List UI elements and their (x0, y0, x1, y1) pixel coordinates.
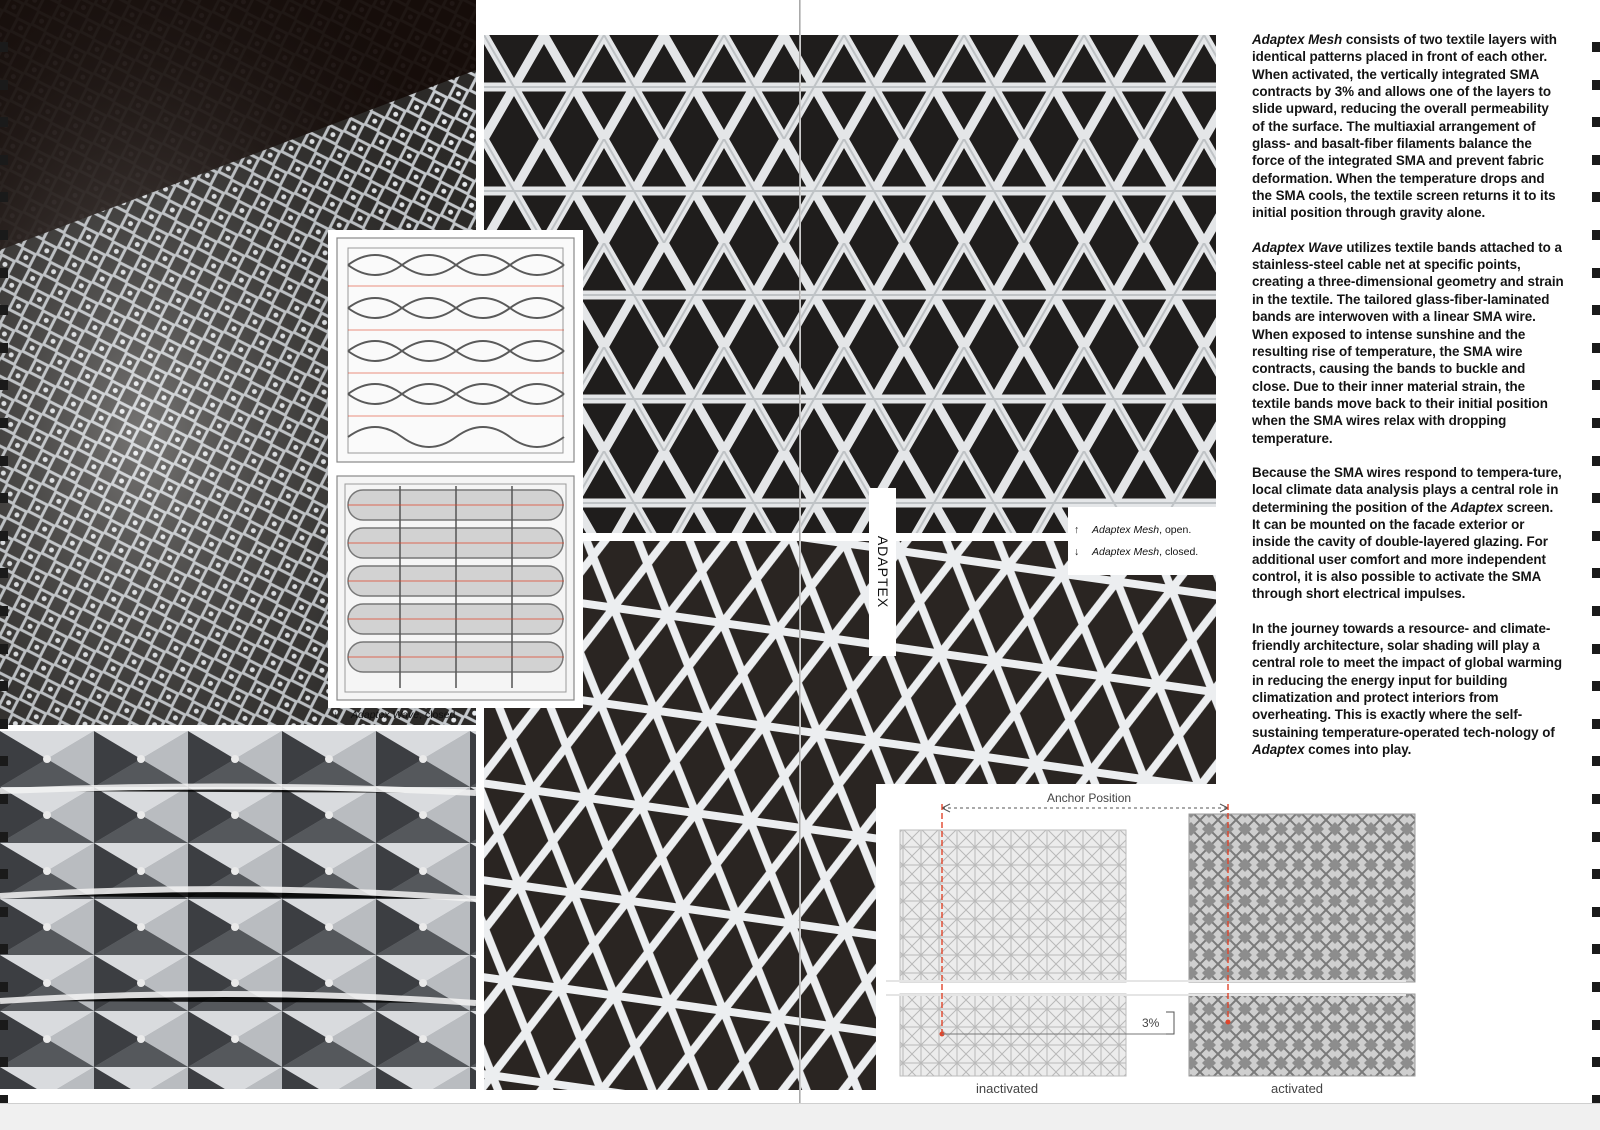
edge-mark (1592, 117, 1600, 127)
edge-mark (0, 681, 8, 691)
edge-mark (0, 230, 8, 240)
edge-mark (0, 343, 8, 353)
edge-mark (0, 155, 8, 165)
down-arrow-icon: ↓ (1074, 546, 1080, 558)
edge-mark (0, 493, 8, 503)
edge-mark (1592, 192, 1600, 202)
edge-mark (1592, 230, 1600, 240)
edge-mark (0, 869, 8, 879)
vertical-section-label (869, 488, 896, 656)
article-body (1252, 31, 1564, 775)
edge-mark (1592, 305, 1600, 315)
left-edge-marks (0, 0, 8, 1100)
caption-wave-closed: ↓ Adaptex Wave, closed. (333, 709, 459, 721)
edge-mark (1592, 681, 1600, 691)
edge-mark (1592, 155, 1600, 165)
edge-mark (0, 1020, 8, 1030)
edge-mark (0, 418, 8, 428)
right-edge-marks (1592, 0, 1600, 1100)
edge-mark (1592, 756, 1600, 766)
down-arrow-icon: ↓ (333, 709, 339, 721)
adaptex-wave-photo (0, 731, 476, 1089)
edge-mark (1592, 568, 1600, 578)
edge-mark (1592, 944, 1600, 954)
edge-mark (0, 1057, 8, 1067)
activated-label: activated (1271, 1081, 1324, 1096)
edge-mark (0, 756, 8, 766)
edge-mark (0, 719, 8, 729)
edge-mark (1592, 606, 1600, 616)
edge-mark (1592, 80, 1600, 90)
edge-mark (0, 456, 8, 466)
mesh-caption-box (1068, 507, 1216, 575)
paragraph-adaptex-mesh: Adaptex Mesh consists of two textile layers with identical patterns placed in front of each other. When activated, the vertically integrated SMA contracts by 3% and allows one of the layers to slide upward, reducing the overall permeability of the surface. The multiaxial arrangement of glass- and basalt-fiber filaments balance the force of the integrated SMA and prevent fabric deformation. When the temperature drops and the SMA cools, the textile screen returns it to its initial position through gravity alone. (1252, 32, 1557, 221)
edge-mark (1592, 644, 1600, 654)
edge-mark (0, 42, 8, 52)
edge-mark (0, 832, 8, 842)
edge-mark (0, 192, 8, 202)
edge-mark (1592, 794, 1600, 804)
edge-mark (0, 606, 8, 616)
edge-mark (0, 117, 8, 127)
edge-mark (1592, 531, 1600, 541)
edge-mark (1592, 418, 1600, 428)
inactivated-label: inactivated (976, 1081, 1039, 1096)
edge-mark (1592, 1057, 1600, 1067)
vertical-label-text: ADAPTEX (874, 535, 891, 609)
edge-mark (1592, 42, 1600, 52)
edge-mark (0, 268, 8, 278)
edge-mark (1592, 456, 1600, 466)
paragraph-solar-shading: In the journey towards a resource- and climate-friendly architecture, solar shading will play a central role to meet the impact of global warming in reducing the energy input for building climatization and protect interiors from overheating. This is exactly where the self-sustaining temperature-operated tech-nology of Adaptex comes into play. (1252, 620, 1563, 758)
edge-mark (0, 794, 8, 804)
edge-mark (0, 531, 8, 541)
anchor-position-diagram (876, 784, 1416, 1102)
adaptex-mesh-open-photo (484, 35, 1216, 533)
edge-mark (1592, 907, 1600, 917)
viewer-bottom-bar (0, 1103, 1600, 1130)
edge-mark (1592, 343, 1600, 353)
wave-technical-drawing (328, 230, 583, 708)
paragraph-climate-data: Because the SMA wires respond to tempera-ture, local climate data analysis plays a central role in determining the position of the Adaptex screen. It can be mounted on the facade exterior or inside the cavity of double-layered glazing. For additional user comfort and more independent control, it is also possible to activate the SMA through short electrical impulses. (1252, 464, 1562, 602)
caption-mesh-closed: ↓ Adaptex Mesh, closed. (1074, 546, 1199, 558)
caption-mesh-open: ↑ Adaptex Mesh, open. (1074, 524, 1192, 536)
edge-mark (0, 380, 8, 390)
edge-mark (1592, 832, 1600, 842)
edge-mark (1592, 1020, 1600, 1030)
edge-mark (1592, 268, 1600, 278)
edge-mark (0, 907, 8, 917)
edge-mark (1592, 869, 1600, 879)
edge-mark (0, 568, 8, 578)
book-spine (799, 0, 801, 1129)
edge-mark (1592, 380, 1600, 390)
edge-mark (0, 80, 8, 90)
up-arrow-icon: ↑ (1074, 524, 1080, 536)
edge-mark (0, 644, 8, 654)
edge-mark (0, 982, 8, 992)
edge-mark (1592, 982, 1600, 992)
edge-mark (1592, 719, 1600, 729)
anchor-position-label: Anchor Position (1047, 791, 1132, 805)
paragraph-adaptex-wave: Adaptex Wave utilizes textile bands attached to a stainless-steel cable net at specific points, creating a three-dimensional geometry and strain in the textile. The tailored glass-fiber-laminated bands are interwoven with a linear SMA wire. When exposed to intense sunshine and the resulting rise of temperature, the SMA wire contracts, causing the bands to buckle and close. Due to their inner material strain, the textile bands move back to their initial position when the SMA wires relax with dropping temperature. (1252, 239, 1564, 446)
edge-mark (0, 305, 8, 315)
edge-mark (1592, 493, 1600, 503)
percent-label: 3% (1142, 1016, 1160, 1030)
edge-mark (0, 944, 8, 954)
